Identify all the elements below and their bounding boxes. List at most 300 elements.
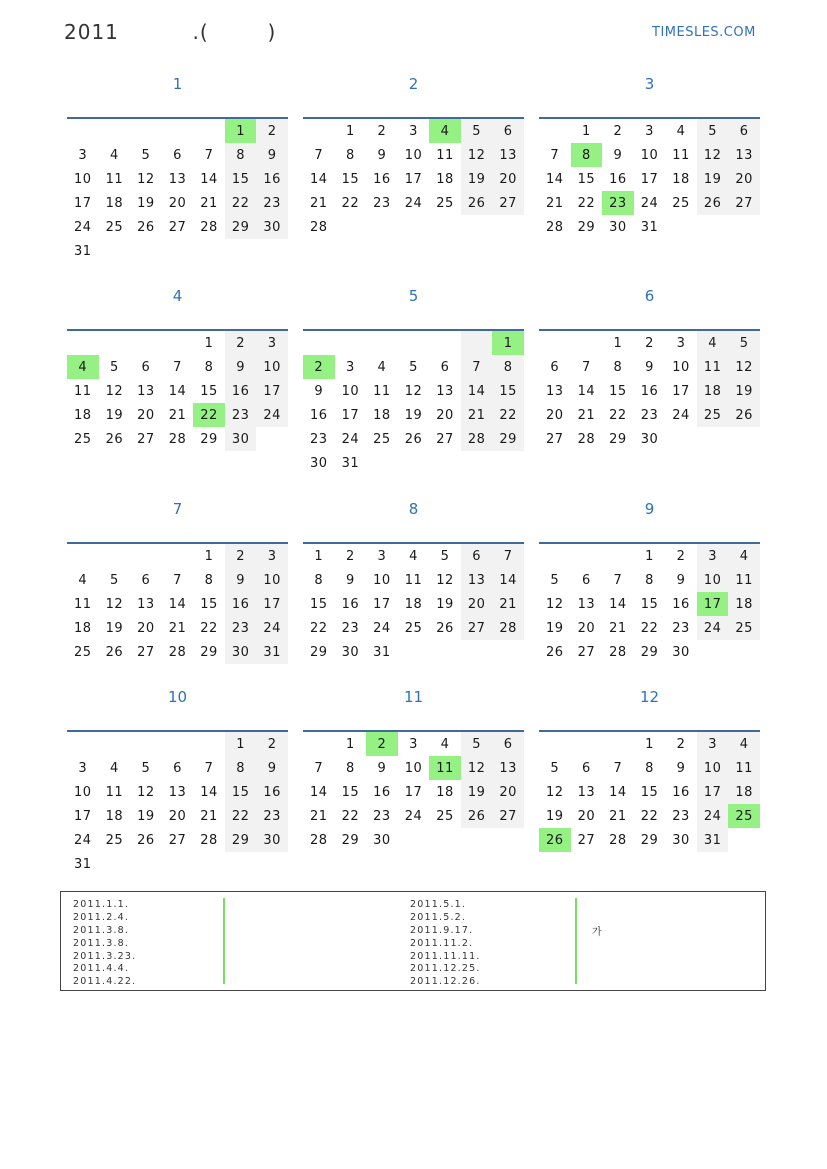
day-cell: 1 xyxy=(613,335,623,351)
day-cell: 28 xyxy=(168,644,187,660)
month-grid xyxy=(303,732,524,852)
day-cell: 7 xyxy=(314,147,324,163)
day-cell: 15 xyxy=(341,171,360,187)
day-cell: 4 xyxy=(67,355,99,379)
day-cell: 11 xyxy=(74,383,92,399)
day-cell: 12 xyxy=(105,383,124,399)
day-cell: 15 xyxy=(609,383,627,399)
day-cell: 10 xyxy=(373,572,391,588)
day-cell: 4 xyxy=(697,331,729,355)
day-cell: 27 xyxy=(577,832,596,848)
day-cell: 14 xyxy=(168,596,187,612)
day-cell: 18 xyxy=(728,592,760,616)
day-cell: 23 xyxy=(310,431,328,447)
day-cell: 6 xyxy=(581,760,591,776)
day-cell: 10 xyxy=(404,760,423,776)
day-cell: 6 xyxy=(728,119,760,143)
day-cell: 18 xyxy=(728,780,760,804)
day-cell: 13 xyxy=(546,383,564,399)
day-cell: 25 xyxy=(697,403,729,427)
empty-cell xyxy=(571,331,603,355)
day-cell: 24 xyxy=(404,195,423,211)
day-cell: 21 xyxy=(546,195,564,211)
day-cell: 5 xyxy=(461,119,493,143)
empty-cell xyxy=(539,331,571,355)
day-cell: 4 xyxy=(429,119,461,143)
day-cell: 24 xyxy=(697,804,729,828)
day-cell: 5 xyxy=(550,572,560,588)
day-cell: 21 xyxy=(200,808,218,824)
day-cell: 15 xyxy=(640,784,659,800)
day-cell: 28 xyxy=(546,219,564,235)
day-cell: 16 xyxy=(256,167,288,191)
day-cell: 24 xyxy=(640,195,659,211)
day-cell: 4 xyxy=(377,359,387,375)
day-cell: 20 xyxy=(728,167,760,191)
day-cell: 20 xyxy=(577,620,596,636)
day-cell: 20 xyxy=(436,407,454,423)
month-title: 6 xyxy=(644,287,655,305)
day-cell: 10 xyxy=(256,355,288,379)
day-cell: 6 xyxy=(581,572,591,588)
day-cell: 4 xyxy=(728,732,760,756)
day-cell: 26 xyxy=(461,191,493,215)
month-title: 12 xyxy=(639,688,660,706)
day-cell: 1 xyxy=(314,548,324,564)
day-cell: 27 xyxy=(546,431,564,447)
day-cell: 1 xyxy=(204,335,214,351)
brand-logo[interactable]: TIMESLES.COM xyxy=(652,25,756,40)
empty-cell xyxy=(67,732,99,756)
month-title: 7 xyxy=(172,500,183,518)
day-cell: 8 xyxy=(204,359,214,375)
note-date: 2011.3.8. xyxy=(73,924,130,936)
empty-cell xyxy=(571,544,603,568)
day-cell: 2 xyxy=(613,123,623,139)
day-cell: 22 xyxy=(640,620,659,636)
day-cell: 29 xyxy=(200,644,218,660)
day-cell: 1 xyxy=(581,123,591,139)
day-cell: 12 xyxy=(728,355,760,379)
day-cell: 21 xyxy=(492,592,524,616)
day-cell: 25 xyxy=(105,832,124,848)
day-cell: 18 xyxy=(672,171,690,187)
day-cell: 10 xyxy=(74,784,92,800)
day-cell: 31 xyxy=(341,455,360,471)
day-cell: 17 xyxy=(697,592,729,616)
day-cell: 9 xyxy=(225,355,257,379)
day-cell: 8 xyxy=(645,572,654,588)
day-cell: 12 xyxy=(105,596,124,612)
empty-cell xyxy=(130,331,162,355)
day-cell: 26 xyxy=(436,620,454,636)
day-cell: 28 xyxy=(200,219,218,235)
day-cell: 30 xyxy=(256,828,288,852)
note-date: 2011.4.4. xyxy=(73,963,130,975)
note-extra-text: 가 xyxy=(592,927,602,938)
day-cell: 5 xyxy=(728,331,760,355)
day-cell: 27 xyxy=(728,191,760,215)
day-cell: 20 xyxy=(461,592,493,616)
day-cell: 5 xyxy=(141,147,151,163)
day-cell: 5 xyxy=(550,760,560,776)
day-cell: 18 xyxy=(74,407,92,423)
day-cell: 28 xyxy=(461,427,493,451)
day-cell: 9 xyxy=(676,760,686,776)
note-date: 2011.3.8. xyxy=(73,937,130,949)
day-cell: 18 xyxy=(404,596,423,612)
empty-cell xyxy=(303,732,335,756)
day-cell: 19 xyxy=(105,407,124,423)
day-cell: 20 xyxy=(168,808,187,824)
empty-cell xyxy=(130,732,162,756)
day-cell: 23 xyxy=(225,403,257,427)
day-cell: 27 xyxy=(168,219,187,235)
day-cell: 29 xyxy=(609,431,627,447)
day-cell: 27 xyxy=(168,832,187,848)
month-grid xyxy=(303,331,524,475)
empty-cell xyxy=(99,331,131,355)
day-cell: 4 xyxy=(109,760,119,776)
day-cell: 18 xyxy=(105,195,124,211)
day-cell: 7 xyxy=(173,572,182,588)
day-cell: 7 xyxy=(204,147,214,163)
day-cell: 22 xyxy=(492,403,524,427)
note-date: 2011.2.4. xyxy=(73,911,130,923)
day-cell: 12 xyxy=(137,784,155,800)
day-cell: 16 xyxy=(225,592,257,616)
day-cell: 29 xyxy=(640,832,659,848)
day-cell: 22 xyxy=(225,191,257,215)
day-cell: 12 xyxy=(697,143,729,167)
day-cell: 10 xyxy=(640,147,659,163)
day-cell: 25 xyxy=(436,808,454,824)
day-cell: 9 xyxy=(225,568,257,592)
day-cell: 24 xyxy=(404,808,423,824)
day-cell: 21 xyxy=(609,808,627,824)
day-cell: 16 xyxy=(672,784,690,800)
day-cell: 1 xyxy=(204,548,214,564)
day-cell: 7 xyxy=(613,572,623,588)
day-cell: 8 xyxy=(571,143,603,167)
note-date: 2011.3.23. xyxy=(73,950,137,962)
day-cell: 11 xyxy=(373,383,391,399)
empty-cell xyxy=(162,732,194,756)
day-cell: 28 xyxy=(310,219,328,235)
day-cell: 16 xyxy=(373,784,391,800)
day-cell: 20 xyxy=(137,620,155,636)
day-cell: 16 xyxy=(373,171,391,187)
day-cell: 3 xyxy=(645,123,654,139)
day-cell: 16 xyxy=(341,596,360,612)
day-cell: 14 xyxy=(461,379,493,403)
empty-cell xyxy=(539,732,571,756)
day-cell: 21 xyxy=(577,407,596,423)
day-cell: 17 xyxy=(256,379,288,403)
day-cell: 5 xyxy=(109,572,119,588)
day-cell: 29 xyxy=(310,644,328,660)
day-cell: 8 xyxy=(225,756,257,780)
day-cell: 2 xyxy=(676,736,686,752)
day-cell: 6 xyxy=(461,544,493,568)
day-cell: 28 xyxy=(168,431,187,447)
day-cell: 6 xyxy=(173,760,182,776)
day-cell: 20 xyxy=(546,407,564,423)
day-cell: 21 xyxy=(200,195,218,211)
day-cell: 29 xyxy=(577,219,596,235)
day-cell: 29 xyxy=(492,427,524,451)
day-cell: 8 xyxy=(613,359,623,375)
day-cell: 9 xyxy=(256,756,288,780)
day-cell: 23 xyxy=(341,620,360,636)
note-date: 2011.12.26. xyxy=(410,976,481,988)
note-date: 2011.11.2. xyxy=(410,937,474,949)
empty-cell xyxy=(303,119,335,143)
empty-cell xyxy=(193,119,225,143)
notes-right-column xyxy=(410,899,481,989)
day-cell: 2 xyxy=(345,548,355,564)
day-cell: 19 xyxy=(697,167,729,191)
day-cell: 31 xyxy=(373,644,391,660)
empty-cell xyxy=(67,119,99,143)
day-cell: 3 xyxy=(256,544,288,568)
month-grid xyxy=(539,119,760,239)
day-cell: 19 xyxy=(461,780,493,804)
day-cell: 15 xyxy=(225,780,257,804)
day-cell: 10 xyxy=(341,383,360,399)
day-cell: 6 xyxy=(141,359,151,375)
empty-cell xyxy=(602,544,634,568)
day-cell: 21 xyxy=(168,620,187,636)
day-cell: 3 xyxy=(409,736,418,752)
day-cell: 30 xyxy=(225,427,257,451)
day-cell: 26 xyxy=(728,403,760,427)
day-cell: 19 xyxy=(137,808,155,824)
day-cell: 2 xyxy=(676,548,686,564)
day-cell: 6 xyxy=(173,147,182,163)
day-cell: 25 xyxy=(404,620,423,636)
day-cell: 13 xyxy=(492,143,524,167)
month-title: 3 xyxy=(644,75,655,93)
day-cell: 30 xyxy=(256,215,288,239)
day-cell: 11 xyxy=(429,756,461,780)
day-cell: 16 xyxy=(256,780,288,804)
day-cell: 23 xyxy=(672,808,690,824)
day-cell: 27 xyxy=(137,644,155,660)
day-cell: 21 xyxy=(168,407,187,423)
day-cell: 1 xyxy=(345,736,355,752)
day-cell: 26 xyxy=(105,644,124,660)
month-title: 11 xyxy=(403,688,424,706)
day-cell: 23 xyxy=(640,407,659,423)
day-cell: 23 xyxy=(256,804,288,828)
day-cell: 6 xyxy=(492,119,524,143)
day-cell: 13 xyxy=(168,171,187,187)
day-cell: 6 xyxy=(440,359,450,375)
day-cell: 25 xyxy=(728,616,760,640)
empty-cell xyxy=(162,119,194,143)
day-cell: 14 xyxy=(200,171,218,187)
day-cell: 5 xyxy=(461,732,493,756)
day-cell: 25 xyxy=(105,219,124,235)
holiday-notes xyxy=(60,891,766,991)
day-cell: 2 xyxy=(303,355,335,379)
day-cell: 11 xyxy=(672,147,690,163)
empty-cell xyxy=(193,732,225,756)
day-cell: 3 xyxy=(697,544,729,568)
day-cell: 11 xyxy=(728,756,760,780)
day-cell: 16 xyxy=(225,379,257,403)
day-cell: 4 xyxy=(440,736,450,752)
day-cell: 3 xyxy=(676,335,686,351)
day-cell: 31 xyxy=(640,219,659,235)
day-cell: 9 xyxy=(314,383,324,399)
day-cell: 26 xyxy=(137,219,155,235)
day-cell: 23 xyxy=(672,620,690,636)
day-cell: 30 xyxy=(609,219,627,235)
month-grid xyxy=(67,119,288,263)
day-cell: 14 xyxy=(609,784,627,800)
day-cell: 9 xyxy=(377,147,387,163)
day-cell: 13 xyxy=(461,568,493,592)
empty-cell xyxy=(602,732,634,756)
day-cell: 13 xyxy=(728,143,760,167)
day-cell: 18 xyxy=(697,379,729,403)
month-grid xyxy=(539,331,760,451)
month-title: 9 xyxy=(644,500,655,518)
day-cell: 31 xyxy=(697,828,729,852)
day-cell: 13 xyxy=(577,596,596,612)
empty-cell xyxy=(398,331,430,355)
day-cell: 14 xyxy=(200,784,218,800)
day-cell: 13 xyxy=(168,784,187,800)
day-cell: 23 xyxy=(373,808,391,824)
day-cell: 15 xyxy=(341,784,360,800)
day-cell: 28 xyxy=(609,644,627,660)
day-cell: 2 xyxy=(645,335,654,351)
day-cell: 30 xyxy=(225,640,257,664)
day-cell: 5 xyxy=(409,359,418,375)
day-cell: 28 xyxy=(492,616,524,640)
day-cell: 18 xyxy=(373,407,391,423)
day-cell: 8 xyxy=(492,355,524,379)
empty-cell xyxy=(366,331,398,355)
day-cell: 24 xyxy=(256,616,288,640)
day-cell: 17 xyxy=(256,592,288,616)
day-cell: 3 xyxy=(345,359,355,375)
day-cell: 17 xyxy=(697,780,729,804)
day-cell: 16 xyxy=(609,171,627,187)
day-cell: 31 xyxy=(74,243,92,259)
day-cell: 29 xyxy=(225,828,257,852)
day-cell: 5 xyxy=(141,760,151,776)
day-cell: 18 xyxy=(74,620,92,636)
day-cell: 1 xyxy=(225,732,257,756)
day-cell: 5 xyxy=(109,359,119,375)
month-title: 4 xyxy=(172,287,183,305)
day-cell: 9 xyxy=(613,147,623,163)
day-cell: 30 xyxy=(341,644,360,660)
day-cell: 17 xyxy=(341,407,360,423)
day-cell: 15 xyxy=(200,383,218,399)
day-cell: 21 xyxy=(461,403,493,427)
day-cell: 25 xyxy=(728,804,760,828)
day-cell: 19 xyxy=(137,195,155,211)
empty-cell xyxy=(335,331,367,355)
day-cell: 10 xyxy=(672,359,690,375)
month-grid xyxy=(303,544,524,664)
day-cell: 12 xyxy=(546,784,564,800)
day-cell: 21 xyxy=(609,620,627,636)
day-cell: 4 xyxy=(728,544,760,568)
day-cell: 17 xyxy=(74,195,92,211)
day-cell: 26 xyxy=(105,431,124,447)
day-cell: 26 xyxy=(461,804,493,828)
day-cell: 2 xyxy=(377,123,387,139)
day-cell: 20 xyxy=(492,780,524,804)
day-cell: 10 xyxy=(74,171,92,187)
day-cell: 15 xyxy=(225,167,257,191)
day-cell: 7 xyxy=(314,760,324,776)
day-cell: 4 xyxy=(409,548,418,564)
day-cell: 19 xyxy=(546,808,564,824)
day-cell: 30 xyxy=(672,832,690,848)
empty-cell xyxy=(461,331,493,355)
day-cell: 14 xyxy=(546,171,564,187)
day-cell: 20 xyxy=(137,407,155,423)
day-cell: 14 xyxy=(577,383,596,399)
day-cell: 24 xyxy=(74,832,92,848)
note-date: 2011.5.1. xyxy=(410,899,467,910)
notes-left-column xyxy=(73,899,136,989)
day-cell: 29 xyxy=(341,832,360,848)
day-cell: 13 xyxy=(137,596,155,612)
empty-cell xyxy=(539,119,571,143)
day-cell: 20 xyxy=(492,167,524,191)
month-grid xyxy=(67,544,288,664)
day-cell: 20 xyxy=(577,808,596,824)
day-cell: 30 xyxy=(640,431,659,447)
day-cell: 18 xyxy=(436,171,454,187)
day-cell: 2 xyxy=(225,544,257,568)
day-cell: 8 xyxy=(645,760,654,776)
day-cell: 24 xyxy=(697,616,729,640)
day-cell: 14 xyxy=(310,171,328,187)
day-cell: 9 xyxy=(256,143,288,167)
day-cell: 19 xyxy=(546,620,564,636)
month-grid xyxy=(67,331,288,451)
empty-cell xyxy=(99,732,131,756)
day-cell: 20 xyxy=(168,195,187,211)
day-cell: 8 xyxy=(345,760,355,776)
day-cell: 12 xyxy=(137,171,155,187)
day-cell: 12 xyxy=(404,383,423,399)
day-cell: 8 xyxy=(314,572,324,588)
day-cell: 9 xyxy=(377,760,387,776)
day-cell: 23 xyxy=(256,191,288,215)
day-cell: 4 xyxy=(78,572,88,588)
day-cell: 6 xyxy=(492,732,524,756)
day-cell: 26 xyxy=(697,191,729,215)
empty-cell xyxy=(429,331,461,355)
day-cell: 15 xyxy=(640,596,659,612)
day-cell: 6 xyxy=(550,359,560,375)
day-cell: 8 xyxy=(345,147,355,163)
day-cell: 24 xyxy=(341,431,360,447)
month-title: 5 xyxy=(408,287,419,305)
empty-cell xyxy=(303,331,335,355)
day-cell: 16 xyxy=(672,596,690,612)
